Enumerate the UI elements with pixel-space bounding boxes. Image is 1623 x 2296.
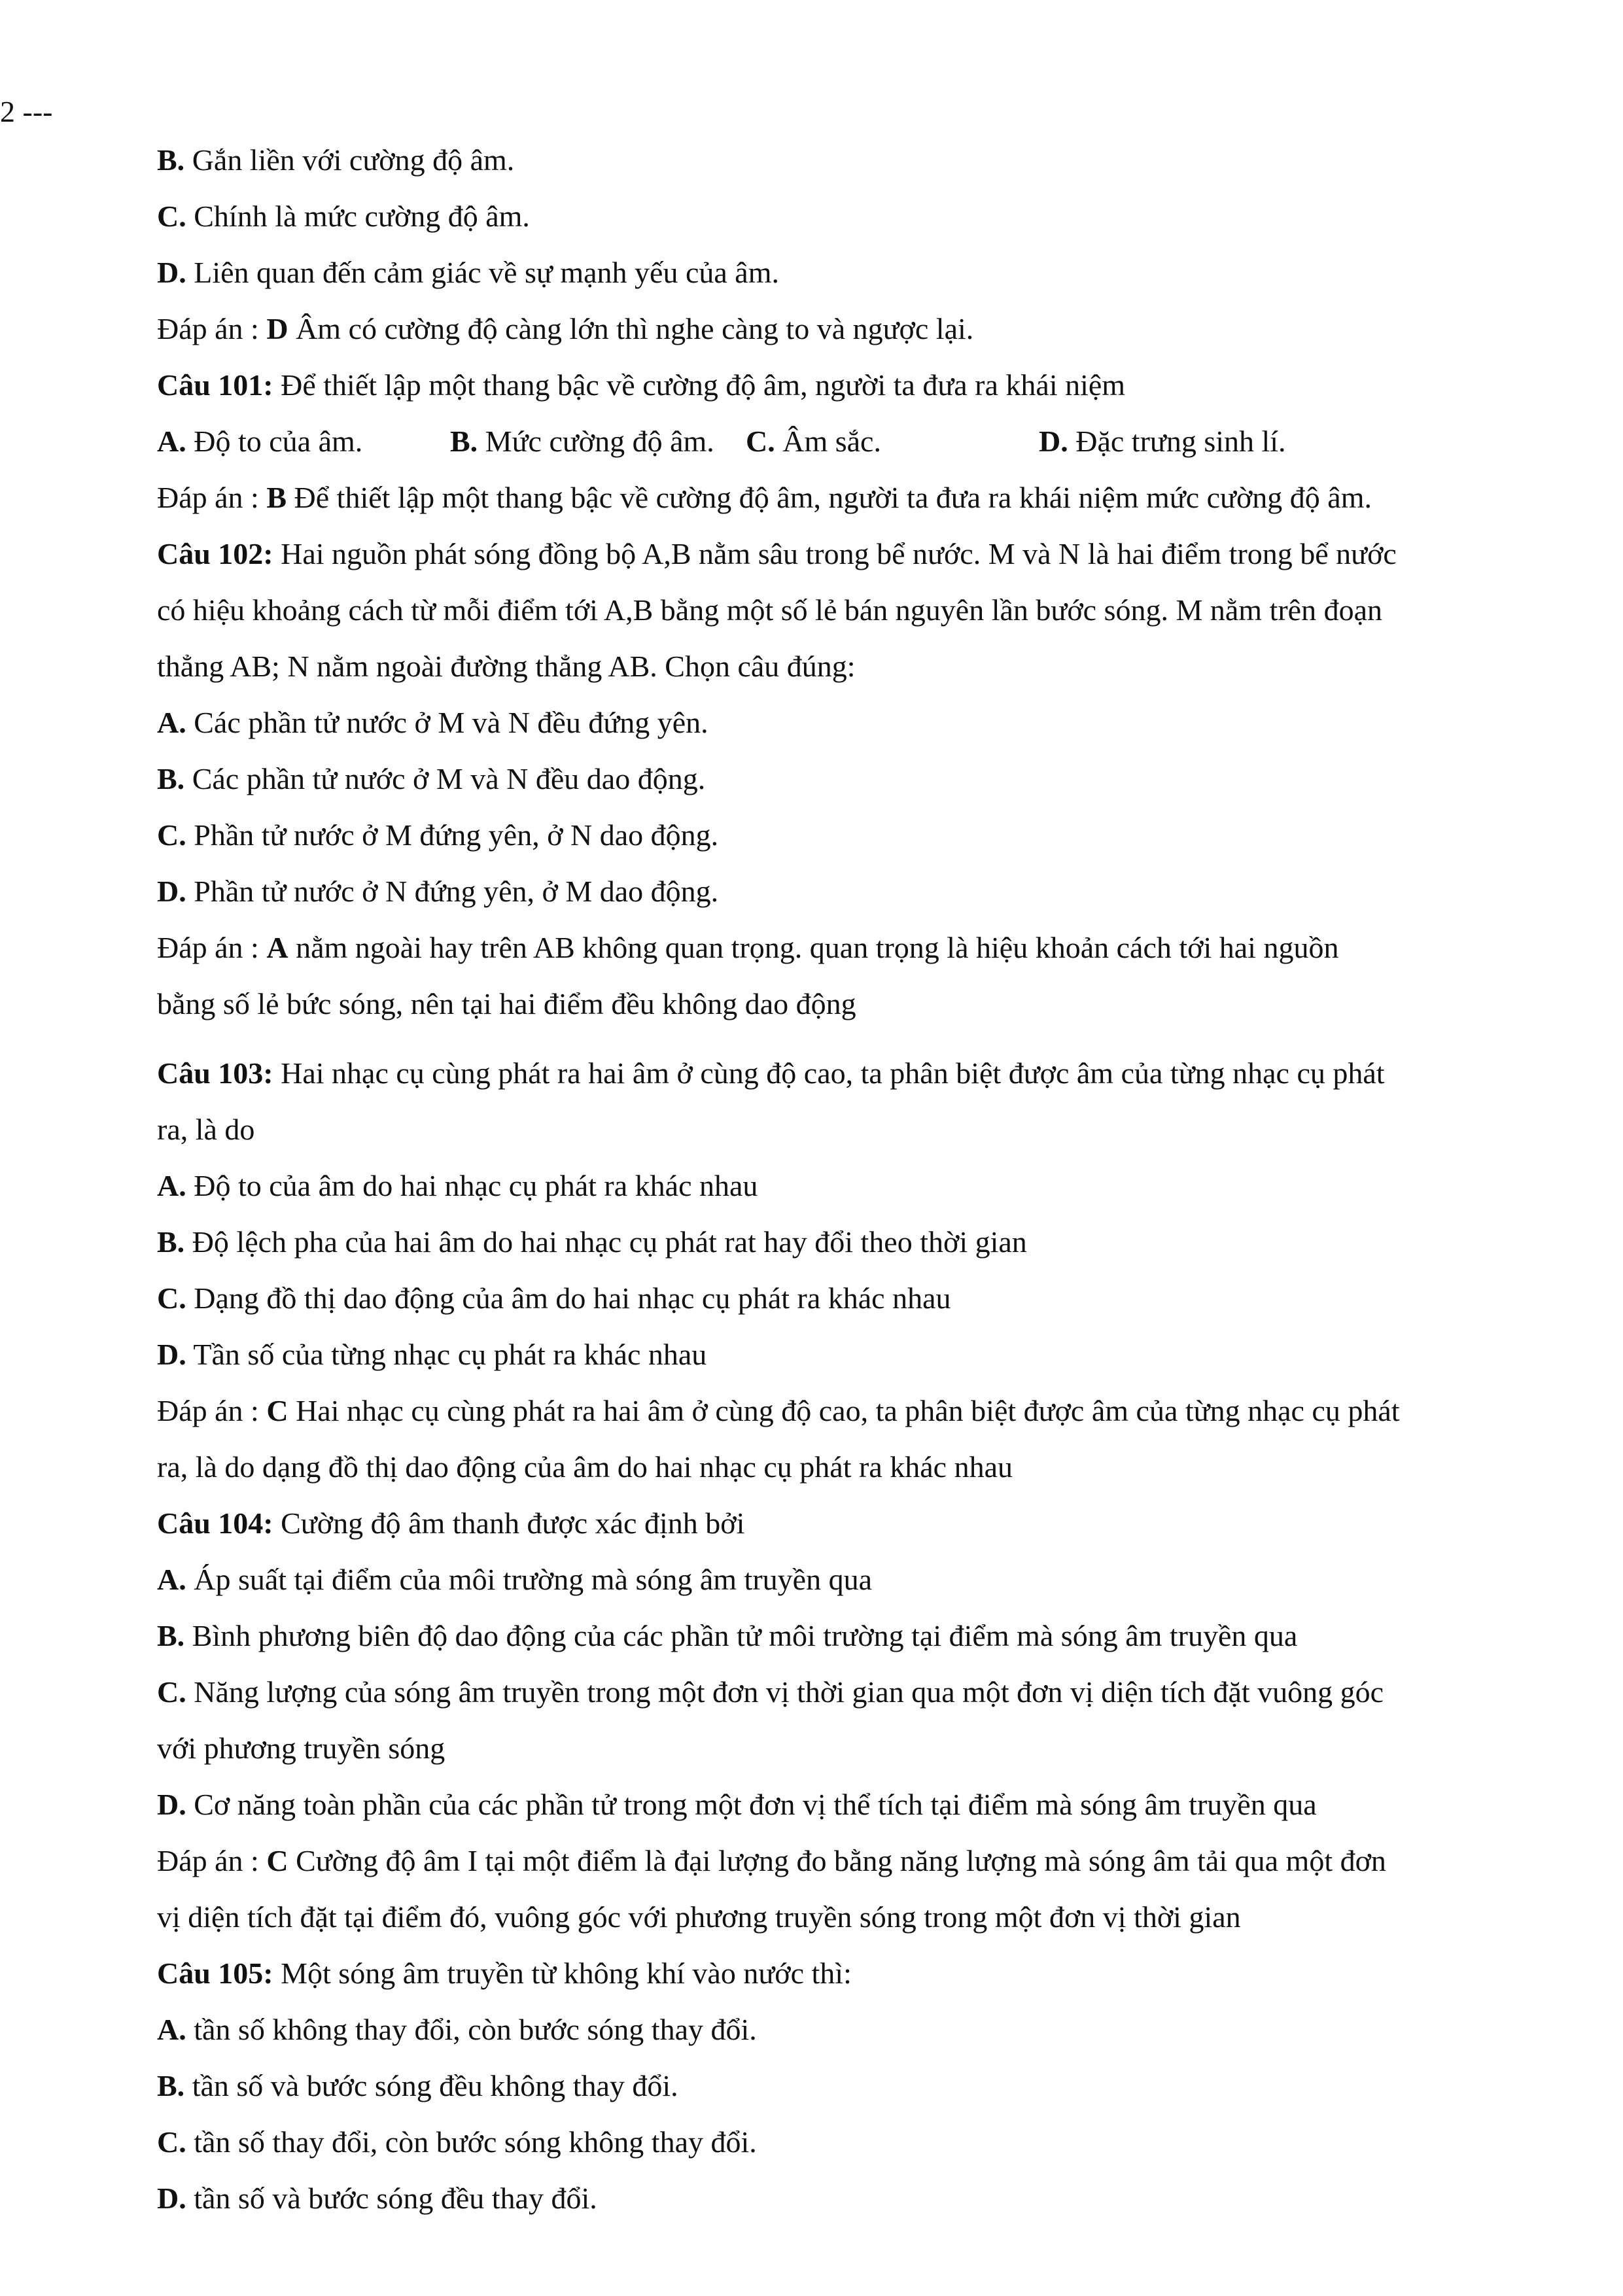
q102-option-a: A. Các phần tử nước ở M và N đều đứng yên.: [157, 706, 708, 739]
q105-question: Câu 105: Một sóng âm truyền từ không khí vào nước thì:: [157, 1957, 852, 1990]
q101-option-a: A. Độ to của âm.: [157, 425, 363, 458]
q101-option-b: B. Mức cường độ âm.: [450, 425, 714, 458]
q103-option-a: A. Độ to của âm do hai nhạc cụ phát ra khác nhau: [157, 1169, 758, 1202]
q104-option-b: B. Bình phương biên độ dao động của các phần tử môi trường tại điểm mà sóng âm truyền qua: [157, 1619, 1298, 1652]
q101-options: [157, 426, 1518, 466]
q100-answer: Đáp án : D Âm có cường độ càng lớn thì nghe càng to và ngược lại.: [157, 312, 974, 345]
q104-answer: Đáp án : C Cường độ âm I tại một điểm là đại lượng đo bằng năng lượng mà sóng âm tải qua một đơn: [157, 1844, 1386, 1877]
q102-question: Câu 102: Hai nguồn phát sóng đồng bộ A,B nằm sâu trong bể nước. M và N là hai điểm trong bể nước: [157, 537, 1397, 570]
q102-question-line-3: thẳng AB; N nằm ngoài đường thẳng AB. Chọn câu đúng:: [157, 650, 856, 683]
q104-option-a: A. Áp suất tại điểm của môi trường mà sóng âm truyền qua: [157, 1563, 872, 1596]
q104-option-c: C. Năng lượng của sóng âm truyền trong một đơn vị thời gian qua một đơn vị diện tích đặt vuông góc: [157, 1675, 1384, 1709]
q103-option-d: D. Tần số của từng nhạc cụ phát ra khác nhau: [157, 1338, 707, 1371]
q102-answer-line-2: bằng số lẻ bức sóng, nên tại hai điểm đều không dao động: [157, 987, 856, 1020]
q100-option-b: B. Gắn liền với cường độ âm.: [157, 143, 515, 177]
q103-answer-line-2: ra, là do dạng đồ thị dao động của âm do hai nhạc cụ phát ra khác nhau: [157, 1450, 1013, 1484]
q104-option-c-line-2: với phương truyền sóng: [157, 1731, 445, 1765]
q102-answer: Đáp án : A nằm ngoài hay trên AB không quan trọng. quan trọng là hiệu khoản cách tới hai nguồn: [157, 931, 1339, 964]
q102-option-b: B. Các phần tử nước ở M và N đều dao động.: [157, 762, 706, 795]
q104-answer-line-2: vị diện tích đặt tại điểm đó, vuông góc với phương truyền sóng trong một đơn vị thời gian: [157, 1900, 1241, 1934]
q101-option-c: C. Âm sắc.: [746, 425, 881, 458]
q100-option-c: C. Chính là mức cường độ âm.: [157, 200, 530, 233]
q100-option-d: D. Liên quan đến cảm giác về sự mạnh yếu của âm.: [157, 256, 779, 289]
q102-option-d: D. Phần tử nước ở N đứng yên, ở M dao động.: [157, 875, 719, 908]
q103-question-line-2: ra, là do: [157, 1113, 255, 1146]
q103-answer: Đáp án : C Hai nhạc cụ cùng phát ra hai âm ở cùng độ cao, ta phân biệt được âm của từng nhạc cụ phát: [157, 1394, 1400, 1427]
q105-option-b: B. tần số và bước sóng đều không thay đổi.: [157, 2069, 678, 2102]
q101-answer: Đáp án : B Để thiết lập một thang bậc về cường độ âm, người ta đưa ra khái niệm mức cường độ âm.: [157, 481, 1372, 514]
q102-question-line-2: có hiệu khoảng cách từ mỗi điểm tới A,B bằng một số lẻ bán nguyên lần bước sóng. M nằm trên đoạn: [157, 593, 1382, 627]
q103-option-b: B. Độ lệch pha của hai âm do hai nhạc cụ phát rat hay đổi theo thời gian: [157, 1225, 1027, 1259]
q104-option-d: D. Cơ năng toàn phần của các phần tử trong một đơn vị thể tích tại điểm mà sóng âm truyền qua: [157, 1788, 1317, 1821]
q104-question: Câu 104: Cường độ âm thanh được xác định bởi: [157, 1506, 745, 1540]
q102-option-c: C. Phần tử nước ở M đứng yên, ở N dao động.: [157, 818, 719, 852]
page-marker: 2 ---: [0, 95, 53, 128]
q105-option-d: D. tần số và bước sóng đều thay đổi.: [157, 2182, 597, 2215]
q101-question: Câu 101: Để thiết lập một thang bậc về cường độ âm, người ta đưa ra khái niệm: [157, 368, 1126, 402]
q105-option-c: C. tần số thay đổi, còn bước sóng không thay đổi.: [157, 2125, 757, 2159]
q105-option-a: A. tần số không thay đổi, còn bước sóng thay đổi.: [157, 2013, 757, 2046]
q103-option-c: C. Dạng đồ thị dao động của âm do hai nhạc cụ phát ra khác nhau: [157, 1281, 951, 1315]
q103-question: Câu 103: Hai nhạc cụ cùng phát ra hai âm ở cùng độ cao, ta phân biệt được âm của từng nhạc cụ phát: [157, 1056, 1385, 1090]
q101-option-d: D. Đặc trưng sinh lí.: [1039, 425, 1286, 458]
